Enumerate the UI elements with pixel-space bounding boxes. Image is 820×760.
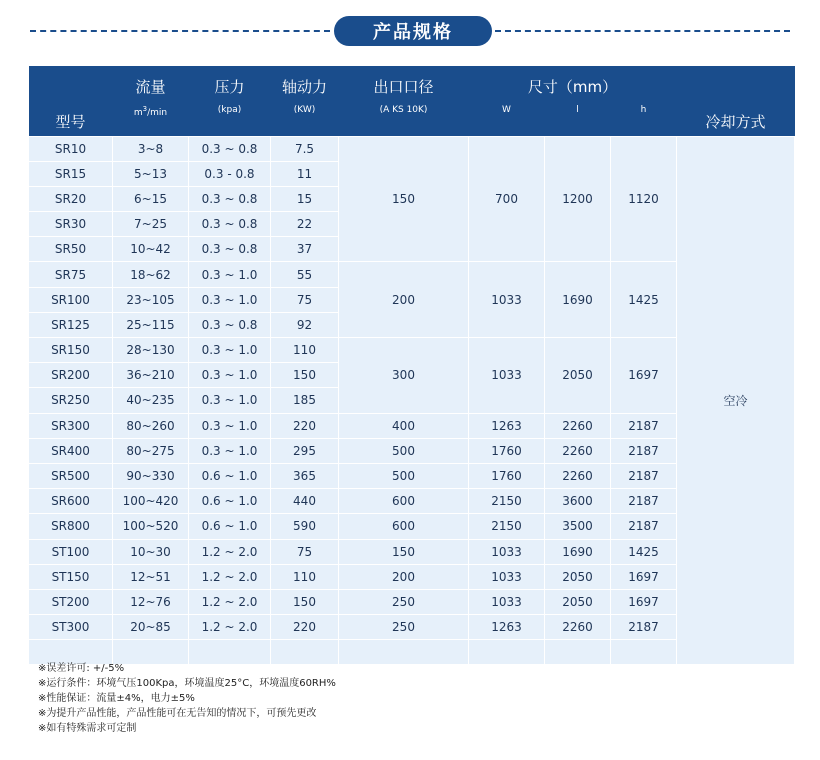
cell-model: SR15 [29,161,113,186]
cell-height: 1425 [611,539,677,564]
col-header-dimensions: 尺寸（mm） [469,66,677,101]
cell-pressure: 0.3 ~ 1.0 [189,363,271,388]
cell-flow: 7~25 [113,212,189,237]
cell-outlet: 150 [339,539,469,564]
cell-width: 1033 [469,338,545,414]
cell-shaft-power: 150 [271,363,339,388]
cell-outlet: 200 [339,564,469,589]
cell-model: SR125 [29,312,113,337]
cell-length: 2260 [545,615,611,640]
cell-pressure: 0.3 ~ 1.0 [189,413,271,438]
cell-width: 2150 [469,489,545,514]
cell-shaft-power: 37 [271,237,339,262]
cell-outlet: 300 [339,338,469,414]
cell-model: ST300 [29,615,113,640]
cell-model: SR800 [29,514,113,539]
cell-model: SR150 [29,338,113,363]
cell-width: 1033 [469,539,545,564]
cell-flow: 5~13 [113,161,189,186]
cell-outlet: 500 [339,438,469,463]
col-header-height: h [611,101,677,136]
cell-pressure: 0.3 ~ 1.0 [189,262,271,287]
cell-flow: 3~8 [113,136,189,161]
cell-width: 1033 [469,564,545,589]
cell-pressure: 1.2 ~ 2.0 [189,589,271,614]
cell-pressure: 0.3 ~ 0.8 [189,212,271,237]
cell-shaft-power: 75 [271,539,339,564]
cell-model: ST200 [29,589,113,614]
cell-model: SR400 [29,438,113,463]
cell-pressure: 0.3 ~ 0.8 [189,186,271,211]
page-title: 产品规格 [334,16,492,46]
title-divider-right [495,30,790,32]
cell-width: 2150 [469,514,545,539]
cell-length: 2260 [545,463,611,488]
cell-flow: 40~235 [113,388,189,413]
note-line: ※运行条件：环境气压100Kpa，环境温度25°C，环境温度60RH% [38,678,336,689]
cell-flow: 100~420 [113,489,189,514]
cell-pressure: 0.3 ~ 1.0 [189,388,271,413]
cell-flow: 20~85 [113,615,189,640]
col-header-outlet: 出口口径 [339,66,469,101]
cell-length: 1690 [545,539,611,564]
cell-shaft-power: 295 [271,438,339,463]
cell-model: SR10 [29,136,113,161]
cell-outlet: 150 [339,136,469,262]
cell-pressure: 0.3 ~ 1.0 [189,438,271,463]
table-row [29,136,795,161]
cell-shaft-power: 365 [271,463,339,488]
cell-outlet: 500 [339,463,469,488]
cell-shaft-power: 110 [271,564,339,589]
cell-pressure: 0.3 ~ 0.8 [189,136,271,161]
cell-width: 1263 [469,413,545,438]
cell-length: 2260 [545,413,611,438]
cell-pressure: 0.3 ~ 1.0 [189,338,271,363]
cell-flow: 10~30 [113,539,189,564]
col-header-width: W [469,101,545,136]
cell-pressure: 0.3 - 0.8 [189,161,271,186]
cell-shaft-power: 220 [271,413,339,438]
cell-height: 1425 [611,262,677,338]
cell-pressure: 0.3 ~ 0.8 [189,312,271,337]
cell-shaft-power: 22 [271,212,339,237]
cell-model: SR100 [29,287,113,312]
cell-shaft-power: 590 [271,514,339,539]
cell-height: 2187 [611,615,677,640]
cell-width: 1033 [469,589,545,614]
cell-outlet: 400 [339,413,469,438]
cell-flow: 28~130 [113,338,189,363]
cell-width: 1760 [469,438,545,463]
col-unit-shaft-power: (KW) [271,101,339,136]
cell-length: 1690 [545,262,611,338]
cell-length: 2050 [545,564,611,589]
cell-pressure: 0.6 ~ 1.0 [189,463,271,488]
cell-model: ST100 [29,539,113,564]
cell-outlet: 250 [339,589,469,614]
cell-pressure: 1.2 ~ 2.0 [189,564,271,589]
cell-flow: 80~260 [113,413,189,438]
col-unit-flow: $m^3/\min$ [113,101,189,136]
cell-length: 2260 [545,438,611,463]
cell-pressure: 0.3 ~ 1.0 [189,287,271,312]
cell-model: SR600 [29,489,113,514]
cell-model: SR200 [29,363,113,388]
cell-model: ST150 [29,564,113,589]
cell-length: 2050 [545,589,611,614]
notes [38,661,738,736]
col-header-length: l [545,101,611,136]
cell-outlet: 250 [339,615,469,640]
cell-flow: 90~330 [113,463,189,488]
cell-pressure: 0.6 ~ 1.0 [189,514,271,539]
cell-height: 2187 [611,514,677,539]
cell-shaft-power: 15 [271,186,339,211]
cell-width: 1263 [469,615,545,640]
cell-flow: 36~210 [113,363,189,388]
cell-model: SR250 [29,388,113,413]
cell-height: 1697 [611,338,677,414]
cell-model: SR30 [29,212,113,237]
cell-flow: 25~115 [113,312,189,337]
cell-length: 3600 [545,489,611,514]
cell-pressure: 0.6 ~ 1.0 [189,489,271,514]
cell-height: 2187 [611,489,677,514]
col-header-cooling: 冷却方式 [677,66,795,136]
note-line: ※为提升产品性能，产品性能可在无告知的情况下，可预先更改 [38,708,317,719]
cell-width: 700 [469,136,545,262]
cell-height: 1697 [611,564,677,589]
cell-height: 2187 [611,463,677,488]
cell-outlet: 200 [339,262,469,338]
cell-height: 1697 [611,589,677,614]
cell-model: SR20 [29,186,113,211]
cell-flow: 10~42 [113,237,189,262]
title-divider-left [30,30,330,32]
col-header-flow: 流量 [113,66,189,101]
cell-pressure: 1.2 ~ 2.0 [189,539,271,564]
cell-model: SR75 [29,262,113,287]
cell-outlet: 600 [339,489,469,514]
note-line: ※误差许可: +/-5% [38,663,125,674]
cell-height: 2187 [611,413,677,438]
cell-shaft-power: 150 [271,589,339,614]
cell-shaft-power: 92 [271,312,339,337]
cell-model: SR50 [29,237,113,262]
cell-cooling: 空冷 [677,136,795,665]
cell-length: 1200 [545,136,611,262]
cell-height: 1120 [611,136,677,262]
cell-shaft-power: 110 [271,338,339,363]
cell-flow: 23~105 [113,287,189,312]
cell-shaft-power: 7.5 [271,136,339,161]
cell-model: SR500 [29,463,113,488]
spec-table [28,66,795,665]
cell-shaft-power: 55 [271,262,339,287]
cell-outlet: 600 [339,514,469,539]
note-line: ※如有特殊需求可定制 [38,723,137,734]
cell-flow: 80~275 [113,438,189,463]
cell-width: 1760 [469,463,545,488]
cell-shaft-power: 220 [271,615,339,640]
cell-width: 1033 [469,262,545,338]
cell-pressure: 1.2 ~ 2.0 [189,615,271,640]
cell-flow: 18~62 [113,262,189,287]
cell-shaft-power: 185 [271,388,339,413]
cell-shaft-power: 11 [271,161,339,186]
cell-flow: 100~520 [113,514,189,539]
cell-pressure: 0.3 ~ 0.8 [189,237,271,262]
col-unit-pressure: (kpa) [189,101,271,136]
cell-flow: 12~51 [113,564,189,589]
cell-flow: 12~76 [113,589,189,614]
col-header-model: 型号 [29,66,113,136]
spec-table-body [29,136,795,665]
col-unit-outlet: (A KS 10K) [339,101,469,136]
cell-flow: 6~15 [113,186,189,211]
cell-model: SR300 [29,413,113,438]
col-header-shaft-power: 轴动力 [271,66,339,101]
cell-length: 2050 [545,338,611,414]
note-line: ※性能保证：流量±4%，电力±5% [38,693,195,704]
cell-height: 2187 [611,438,677,463]
cell-length: 3500 [545,514,611,539]
cell-shaft-power: 440 [271,489,339,514]
col-header-pressure: 压力 [189,66,271,101]
cell-shaft-power: 75 [271,287,339,312]
